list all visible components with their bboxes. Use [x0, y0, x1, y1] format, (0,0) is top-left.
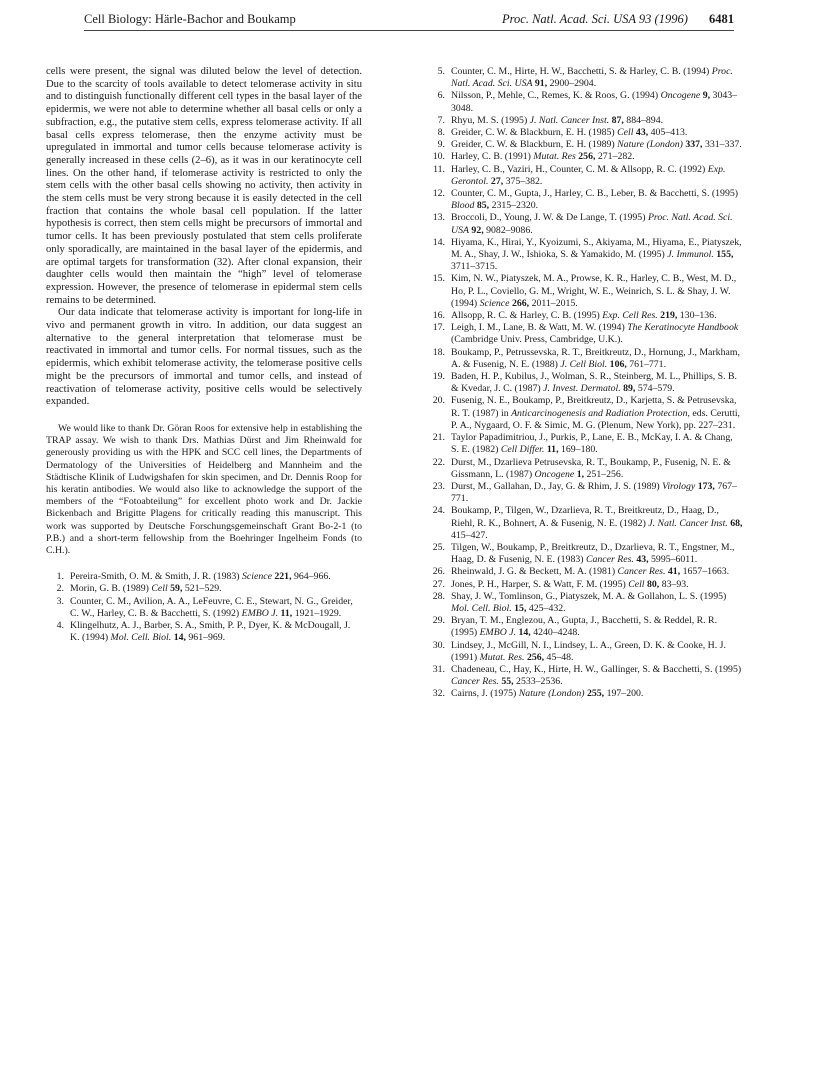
running-header-section: Cell Biology: Härle-Bachor and Boukamp — [84, 12, 296, 26]
reference-authors: Lindsey, J., McGill, N. I., Lindsey, L. A., Green, D. K. & Cooke, H. J. (1991) — [451, 639, 726, 663]
reference-pages: 2011–2015. — [531, 297, 578, 309]
reference-volume: 68, — [730, 517, 743, 529]
reference-authors: Greider, C. W. & Blackburn, E. H. (1985) — [451, 127, 615, 139]
reference-journal: Exp. Gerontol. — [451, 163, 726, 187]
reference-item — [425, 640, 743, 664]
reference-volume: 9, — [702, 90, 711, 102]
reference-authors: Counter, C. M., Gupta, J., Harley, C. B., Leber, B. & Bacchetti, S. (1995) — [451, 188, 738, 200]
reference-authors: Shay, J. W., Tomlinson, G., Piatyszek, M. A. & Gollahon, L. S. (1995) — [451, 590, 727, 602]
reference-authors: Greider, C. W. & Blackburn, E. H. (1989) — [451, 139, 615, 151]
reference-item — [425, 432, 743, 456]
reference-item — [425, 237, 743, 274]
reference-text — [451, 127, 743, 139]
reference-volume: 14, — [173, 632, 186, 644]
reference-authors: Baden, H. P., Kubilus, J., Wolman, S. R., Steinberg, M. L., Phillips, S. B. & Kvedar, J. C. (1987) — [451, 371, 737, 395]
reference-number: 4. — [56, 620, 64, 632]
reference-journal: Mutat. Res. — [479, 651, 525, 663]
reference-text — [451, 115, 743, 127]
reference-number: 28. — [432, 590, 445, 602]
reference-text — [70, 571, 362, 583]
reference-authors: Counter, C. M., Hirte, H. W., Bacchetti, S. & Harley, C. B. (1994) — [451, 66, 710, 77]
reference-authors: Kim, N. W., Piatyszek, M. A., Prowse, K. R., Harley, C. B., West, M. D., Ho, P. L., Coviello, G. M., Wright, W. E., Weinrich, S. L. & Shay, J. W. (1994) — [451, 273, 737, 309]
reference-number: 24. — [432, 505, 445, 517]
reference-authors: Harley, C. B., Vaziri, H., Counter, C. M. & Allsopp, R. C. (1992) — [451, 163, 706, 175]
reference-item — [425, 457, 743, 481]
reference-number: 21. — [432, 432, 445, 444]
reference-number: 11. — [433, 163, 445, 175]
reference-journal: Science — [479, 297, 510, 309]
reference-number: 25. — [432, 541, 445, 553]
reference-number: 10. — [432, 151, 445, 163]
reference-journal: Cell — [617, 127, 634, 139]
reference-volume: 43, — [636, 554, 649, 566]
reference-number: 20. — [432, 395, 445, 407]
reference-volume: 221, — [274, 571, 292, 583]
reference-number: 22. — [432, 456, 445, 468]
reference-text — [70, 620, 362, 644]
reference-number: 7. — [437, 114, 445, 126]
reference-volume: 91, — [534, 78, 548, 90]
reference-pages: 884–894. — [626, 114, 664, 126]
reference-item — [425, 127, 743, 139]
reference-volume: 1, — [576, 468, 585, 480]
reference-authors: Tilgen, W., Boukamp, P., Breitkreutz, D., Dzarlieva, R. T., Engstner, M., Haag, D. & Fusenig, N. E. (1983) — [451, 541, 735, 566]
reference-authors: Klingelhutz, A. J., Barber, S. A., Smith, P. P., Dyer, K. & McDougall, J. K. (1994) — [70, 620, 351, 644]
reference-volume: 11, — [546, 444, 559, 456]
reference-item — [46, 620, 362, 644]
reference-text — [451, 640, 743, 664]
reference-pages: 3711–3715. — [451, 261, 498, 273]
reference-number: 30. — [432, 639, 445, 651]
reference-text — [451, 273, 743, 310]
reference-item — [425, 273, 743, 310]
reference-authors: Hiyama, K., Hirai, Y., Kyoizumi, S., Akiyama, M., Hiyama, E., Piatyszek, M. A., Shay, J. W., Ishioka, S. & Yamakido, M. (1995) — [451, 236, 742, 261]
reference-journal: Proc. Natl. Acad. Sci. USA — [451, 212, 733, 236]
reference-volume: 173, — [697, 480, 715, 492]
reference-text — [451, 688, 743, 700]
reference-pages: 1657–1663. — [682, 566, 730, 578]
reference-volume: 27, — [490, 175, 504, 187]
reference-item — [425, 310, 743, 322]
reference-journal: Nature (London) — [518, 688, 585, 700]
reference-pages: 761–771. — [629, 358, 667, 370]
reference-journal: J. Natl. Cancer Inst. — [648, 517, 728, 529]
reference-authors: Pereira-Smith, O. M. & Smith, J. R. (1983) — [70, 571, 240, 583]
reference-text — [451, 615, 743, 639]
reference-volume: 87, — [611, 114, 624, 126]
reference-volume: 256, — [526, 651, 545, 663]
reference-authors: Boukamp, P., Tilgen, W., Dzarlieva, R. T., Breitkreutz, D., Haag, D., Riehl, R. K., Bohnert, A. & Fusenig, N. E. (1982) — [451, 505, 719, 529]
reference-pages: 45–48. — [546, 651, 574, 663]
reference-pages: 9082–9086. — [486, 224, 533, 236]
header-rule — [84, 30, 734, 31]
reference-journal: EMBO J. — [241, 607, 279, 619]
reference-item — [425, 347, 743, 371]
reference-item — [425, 615, 743, 639]
reference-journal: Cell — [151, 583, 168, 595]
reference-item — [425, 395, 743, 432]
reference-authors: Broccoli, D., Young, J. W. & De Lange, T. (1995) — [451, 212, 646, 224]
reference-pages: 2533–2536. — [516, 676, 563, 688]
reference-authors: Cairns, J. (1975) — [451, 688, 517, 700]
reference-text — [451, 505, 743, 542]
reference-text — [451, 90, 743, 114]
reference-text — [451, 66, 743, 90]
reference-pages: 331–337. — [704, 139, 742, 151]
page-number: 6481 — [709, 12, 734, 26]
reference-list-right — [425, 66, 743, 701]
reference-item — [425, 505, 743, 542]
reference-item — [425, 591, 743, 615]
reference-text — [451, 664, 743, 688]
reference-volume: 41, — [667, 566, 681, 578]
reference-item — [425, 481, 743, 505]
reference-number: 29. — [432, 615, 445, 627]
reference-journal: J. Invest. Dermatol. — [543, 383, 621, 395]
reference-pages: 83–93. — [661, 578, 689, 590]
reference-number: 17. — [432, 322, 445, 334]
reference-pages: 2900–2904. — [549, 78, 597, 90]
reference-text — [451, 188, 743, 212]
reference-text — [451, 347, 743, 371]
reference-pages: 415–427. — [451, 529, 488, 541]
reference-number: 27. — [432, 578, 445, 590]
reference-item — [425, 542, 743, 566]
reference-authors: Harley, C. B. (1991) — [451, 151, 531, 163]
reference-number: 8. — [437, 127, 445, 139]
reference-item — [425, 371, 743, 395]
reference-authors: Durst, M., Gallahan, D., Jay, G. & Rhim, J. S. (1989) — [451, 480, 660, 492]
reference-item — [425, 688, 743, 700]
reference-item — [425, 139, 743, 151]
reference-volume: 55, — [501, 676, 514, 688]
reference-volume: 85, — [476, 200, 490, 212]
reference-journal: Nature (London) — [617, 139, 683, 151]
reference-text — [451, 310, 743, 322]
reference-text — [451, 139, 743, 151]
reference-list-left — [46, 571, 362, 644]
reference-volume: 106, — [609, 358, 627, 370]
reference-number: 12. — [432, 188, 445, 200]
reference-pages: 5995–6011. — [651, 554, 698, 566]
reference-text — [451, 322, 743, 346]
reference-authors: Morin, G. B. (1989) — [70, 583, 149, 595]
reference-journal: Exp. Cell Res. — [602, 310, 658, 322]
reference-journal: Cancer Res. — [451, 676, 499, 688]
reference-item — [425, 664, 743, 688]
reference-pages: 375–382. — [505, 175, 543, 187]
reference-pages: 574–579. — [637, 383, 675, 395]
reference-volume: 337, — [685, 139, 703, 151]
reference-number: 14. — [432, 236, 445, 248]
reference-item — [425, 322, 743, 346]
reference-text — [70, 583, 362, 595]
reference-text — [451, 481, 743, 505]
reference-authors: Bryan, T. M., Englezou, A., Gupta, J., Bacchetti, S. & Reddel, R. R. (1995) — [451, 615, 718, 639]
reference-number: 19. — [432, 371, 445, 383]
reference-journal: Mol. Cell. Biol. — [110, 632, 172, 644]
reference-authors: Counter, C. M., Avilion, A. A., LeFeuvre, C. E., Stewart, N. G., Greider, C. W., Harley, C. B. & Bacchetti, S. (1992) — [70, 595, 353, 619]
reference-volume: 59, — [170, 583, 183, 595]
reference-authors: Taylor Papadimitriou, J., Purkis, P., Lane, E. B., McKay, I. A. & Chang, S. E. (1982) — [451, 432, 733, 456]
reference-text — [451, 371, 743, 395]
reference-number: 3. — [56, 595, 64, 607]
reference-pages: 964–966. — [293, 571, 331, 583]
reference-pages: 2315–2320. — [491, 200, 539, 212]
reference-number: 26. — [432, 566, 445, 578]
reference-volume: 266, — [511, 297, 530, 309]
reference-journal: J. Immunol. — [667, 249, 714, 261]
reference-item — [425, 164, 743, 188]
reference-volume: 43, — [635, 127, 649, 139]
reference-text — [451, 395, 743, 432]
reference-text — [70, 596, 362, 620]
reference-volume: 92, — [471, 224, 484, 236]
reference-item — [425, 66, 743, 90]
reference-item — [425, 566, 743, 578]
reference-text — [451, 164, 743, 188]
reference-authors: Jones, P. H., Harper, S. & Watt, F. M. (1995) — [451, 578, 626, 590]
reference-volume: 15, — [514, 602, 527, 614]
reference-pages: 961–969. — [188, 632, 226, 644]
reference-journal: Virology — [662, 480, 696, 492]
reference-number: 6. — [437, 90, 445, 102]
reference-pages: 3043–3048. — [451, 90, 738, 114]
reference-item — [46, 596, 362, 620]
reference-item — [425, 151, 743, 163]
reference-number: 1. — [56, 571, 64, 583]
reference-item — [425, 90, 743, 114]
reference-authors: Allsopp, R. C. & Harley, C. B. (1995) — [451, 310, 600, 322]
reference-journal: Cell Differ. — [500, 444, 545, 456]
reference-text — [451, 237, 743, 274]
reference-pages: 251–256. — [586, 468, 624, 480]
body-paragraph: Our data indicate that telomerase activity is important for long-life in vivo and permanent growth in vitro. In addition, our data suggest an alternative to the general interpretation that telomerase must be reactivated in immortal and tumor cells. For normal tissues, such as the epidermis, which exhibit telomerase activity, the telomerase positive cells might be the precursors of immortal and tumor cells, and instead of reactivation of telomerase activity, positive cells would be selectively expanded. — [46, 307, 362, 408]
reference-number: 31. — [432, 663, 445, 675]
reference-text — [451, 579, 743, 591]
reference-item — [46, 583, 362, 595]
reference-pages: 1921–1929. — [294, 607, 342, 619]
reference-journal: J. Natl. Cancer Inst. — [529, 114, 610, 126]
reference-item — [425, 188, 743, 212]
reference-volume: 256, — [578, 151, 596, 163]
reference-pages: eds. Cerutti, P. A., Nygaard, O. F. & Simic, M. G. (Plenum, New York), pp. 227–231. — [451, 407, 740, 431]
reference-number: 32. — [432, 688, 445, 700]
reference-volume: 89, — [623, 383, 636, 395]
reference-item — [425, 115, 743, 127]
reference-number: 18. — [432, 346, 445, 358]
acknowledgment-paragraph: We would like to thank Dr. Göran Roos for extensive help in establishing the TRAP assay. We wish to thank Drs. Mathias Dürst and Jim Rheinwald for generously providing us with the HPK and SCC cell lines, the Departments of Dermatology of the Universities of Heidelberg and Mannheim and the Städtische Klinik of Ludwigshafen for skin specimen, and Dr. Dennis Roop for his keratin antibodies. We would also like to acknowledge the support of the members of the “Fotoabteilung” for excellent photo work and Dr. Jackie Bickenbach and Brigitte Plagens for critically reading this manuscript. This work was supported by Deutsche Forschungsgemeinschaft Grant Bo-2-1 (to P.B.) and a short-term fellowship from the Boehringer Ingelheim Fonds (to C.H.). — [46, 422, 362, 557]
reference-journal: Oncogene — [660, 90, 701, 102]
reference-number: 5. — [437, 66, 445, 77]
right-column — [425, 66, 743, 701]
reference-journal: Cell — [628, 578, 645, 590]
reference-journal: Mol. Cell. Biol. — [451, 602, 512, 614]
body-paragraph: cells were present, the signal was diluted below the level of detection. Due to the scarcity of tools available to detect telomerase activity in situ and to distinguish functionally different cell types in the basal layer of the epidermis, we were not able to determine whether all basal cells or only a subfraction, e.g., the putative stem cells, express telomerase activity. If all basal cells express telomerase, then the enzyme activity must be upregulated in immortal and tumor cells because telomerase activity is generally increased in these cells (2–6), as it was in our keratinocyte cell lines. On the other hand, if telomerase activity is restricted to only the stem cells with the other basal cells showing no activity, then activity in the stem cells must be very strong because it is easily detected in the cell fraction that contains the whole basal cell population. If the latter hypothesis is correct, then stem cells might be precursors of immortal and tumor cells. It has been previously postulated that stem cells proliferate only sporadically, are maintained in the basal layer of the epidermis, and are optimal targets for transformation (32). After clonal expansion, their daughter cells would then maintain the “high” level of telomerase expression. However, the presence of telomerase in epidermal stem cells remains to be determined. — [46, 66, 362, 306]
reference-number: 15. — [432, 273, 445, 285]
reference-authors: Leigh, I. M., Lane, B. & Watt, M. W. (1994) — [451, 322, 625, 334]
reference-authors: Rhyu, M. S. (1995) — [451, 114, 528, 126]
reference-volume: 80, — [646, 578, 660, 590]
reference-authors: Nilsson, P., Mehle, C., Remes, K. & Roos, G. (1994) — [451, 90, 659, 102]
reference-number: 9. — [437, 139, 445, 151]
reference-pages: 271–282. — [597, 151, 635, 163]
reference-volume: 219, — [660, 310, 678, 322]
reference-pages: 197–200. — [606, 688, 644, 700]
reference-volume: 11, — [280, 607, 293, 619]
reference-journal: Mutat. Res — [533, 151, 576, 163]
reference-pages: 169–180. — [560, 444, 598, 456]
reference-authors: Boukamp, P., Petrussevska, R. T., Breitkreutz, D., Hornung, J., Markham, A. & Fusenig, N. E. (1988) — [451, 346, 740, 370]
reference-authors: Fusenig, N. E., Boukamp, P., Breitkreutz, D., Karjetta, S. & Petrusevska, R. T. (1987) in — [451, 395, 737, 419]
reference-journal: Cancer Res. — [617, 566, 666, 578]
reference-text — [451, 432, 743, 456]
reference-volume: 14, — [518, 627, 531, 639]
reference-text — [451, 212, 743, 236]
reference-pages: 767–771. — [451, 480, 737, 505]
reference-journal: EMBO J. — [479, 627, 517, 639]
reference-journal: Oncogene — [534, 468, 575, 480]
reference-text — [451, 151, 743, 163]
reference-number: 13. — [432, 212, 445, 224]
reference-journal: Blood — [451, 200, 475, 212]
reference-text — [451, 457, 743, 481]
reference-pages: 405–413. — [650, 127, 688, 139]
reference-authors: Chadeneau, C., Hay, K., Hirte, H. W., Gallinger, S. & Bacchetti, S. (1995) — [451, 663, 742, 675]
reference-item — [46, 571, 362, 583]
reference-journal: Anticarcinogenesis and Radiation Protection, — [511, 407, 690, 419]
reference-text — [451, 591, 743, 615]
reference-text — [451, 566, 743, 578]
reference-pages: 130–136. — [679, 310, 717, 322]
running-header — [84, 10, 734, 28]
reference-item — [425, 579, 743, 591]
reference-volume: 155, — [716, 249, 734, 261]
reference-journal: Proc. Natl. Acad. Sci. USA — [451, 66, 733, 90]
reference-authors: Durst, M., Dzarlieva Petrusevska, R. T., Boukamp, P., Fusenig, N. E. & Gissmann, L. (1987) — [451, 456, 731, 480]
reference-journal: Cancer Res. — [585, 554, 634, 566]
reference-number: 16. — [432, 310, 445, 322]
reference-volume: 255, — [586, 688, 605, 700]
reference-number: 2. — [56, 583, 64, 595]
reference-authors: Rheinwald, J. G. & Beckett, M. A. (1981) — [451, 566, 616, 578]
reference-journal: The Keratinocyte Handbook — [627, 322, 739, 334]
reference-journal: J. Cell Biol. — [560, 358, 608, 370]
reference-pages: 521–529. — [184, 583, 222, 595]
reference-pages: (Cambridge Univ. Press, Cambridge, U.K.). — [451, 334, 623, 346]
left-column — [46, 66, 362, 644]
reference-journal: Science — [242, 571, 272, 583]
running-header-journal: Proc. Natl. Acad. Sci. USA 93 (1996) — [502, 12, 688, 26]
reference-number: 23. — [432, 480, 445, 492]
reference-pages: 425–432. — [528, 602, 566, 614]
reference-text — [451, 542, 743, 566]
reference-item — [425, 212, 743, 236]
reference-pages: 4240–4248. — [533, 627, 580, 639]
